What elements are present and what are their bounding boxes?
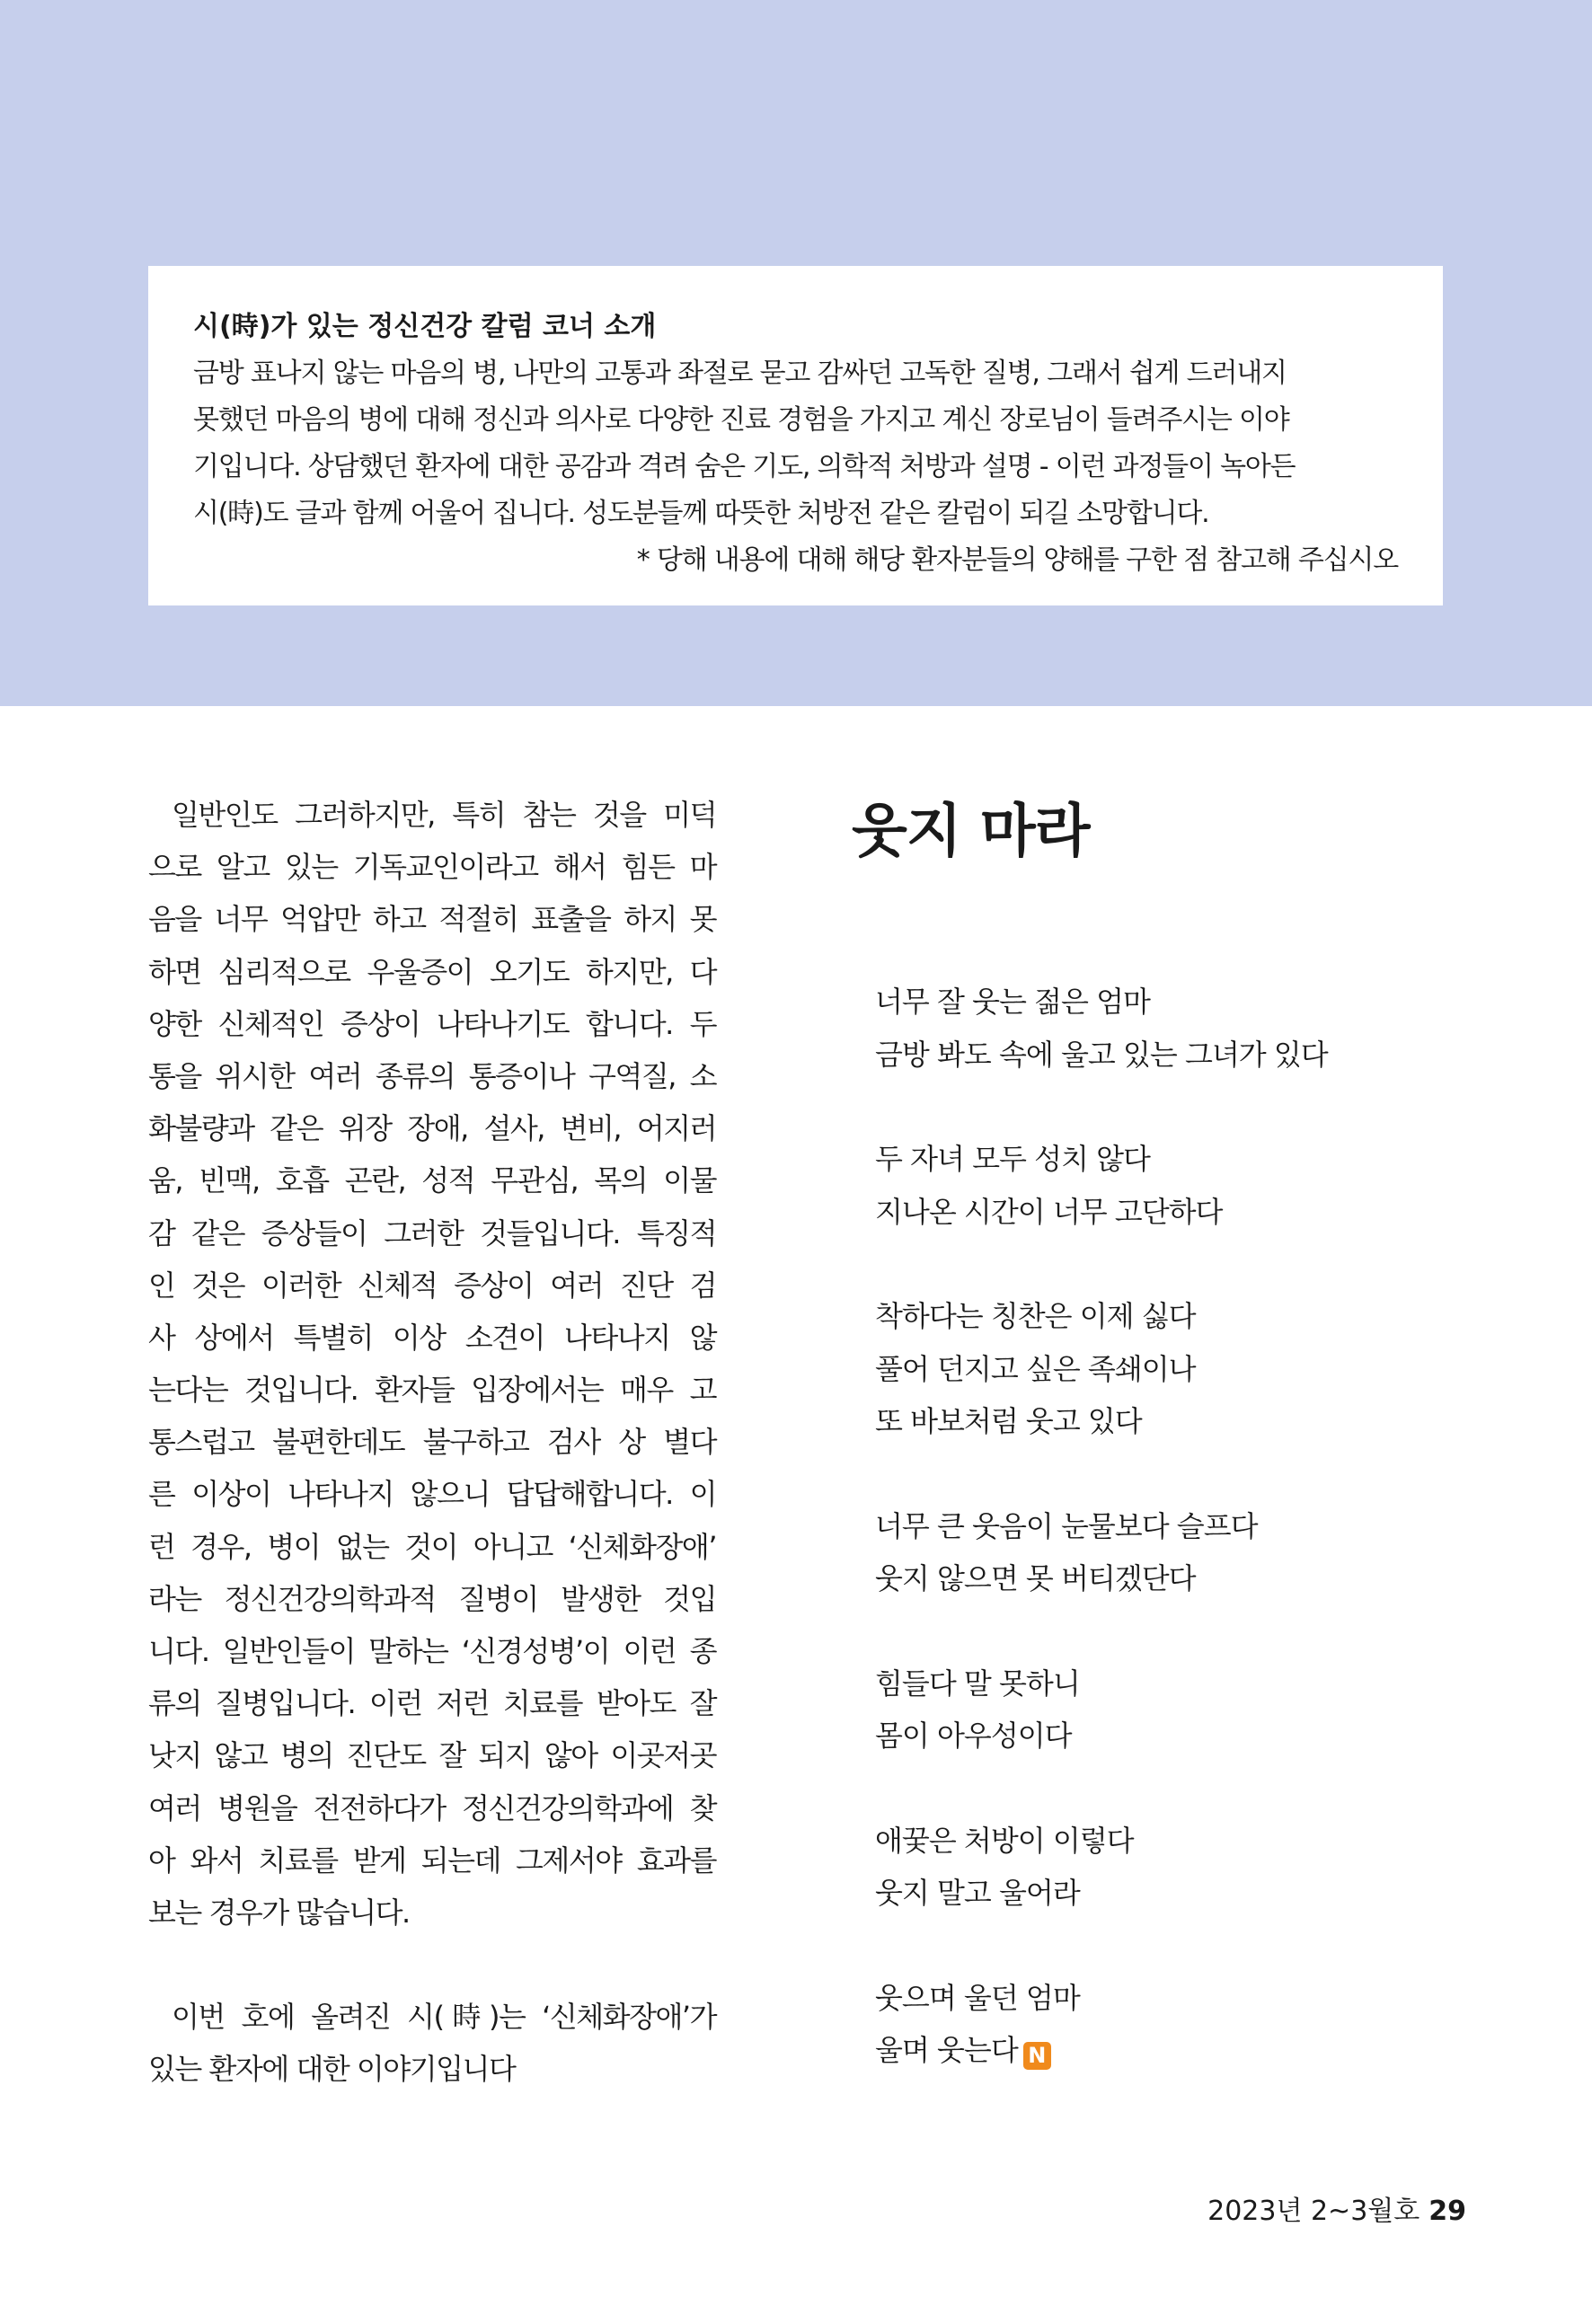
poem-line-text: 착하다는 칭찬은 이제 싫다 xyxy=(875,1299,1196,1333)
poem-line-text: 울며 웃는다 xyxy=(875,2033,1018,2067)
poem-line-text: 웃으며 울던 엄마 xyxy=(875,1980,1080,2015)
poem-line-text: 금방 봐도 속에 울고 있는 그녀가 있다 xyxy=(875,1037,1328,1072)
poem-line-text: 풀어 던지고 싶은 족쇄이나 xyxy=(875,1351,1196,1386)
poem-line-text: 웃지 말고 울어라 xyxy=(875,1876,1080,1910)
article-line: 사 상에서 특별히 이상 소견이 나타나지 않 xyxy=(148,1320,716,1355)
intro-line: 시(時)도 글과 함께 어울어 집니다. 성도분들께 따뜻한 처방전 같은 칼럼이 되길 소망합니다. xyxy=(193,498,1209,529)
poem-line-text: 웃지 않으면 못 버티겠단다 xyxy=(875,1561,1196,1595)
poem-line xyxy=(875,1657,1481,1710)
article-line: 움, 빈맥, 호흡 곤란, 성적 무관심, 목의 이물 xyxy=(148,1163,716,1198)
end-mark-icon: N xyxy=(1023,2042,1051,2070)
intro-line: 금방 표나지 않는 마음의 병, 나만의 고통과 좌절로 묻고 감싸던 고독한 질병, 그래서 쉽게 드러내지 xyxy=(193,358,1287,389)
poem-line xyxy=(875,1815,1481,1868)
poem-line xyxy=(875,1867,1481,1920)
article-line: 통스럽고 불편한데도 불구하고 검사 상 별다 xyxy=(148,1425,716,1460)
article-column xyxy=(148,789,716,2096)
poem-stanza xyxy=(875,1500,1481,1605)
article-line: 른 이상이 나타나지 않으니 답답해합니다. 이 xyxy=(148,1477,716,1512)
poem-line xyxy=(875,1133,1481,1186)
poem-line xyxy=(875,976,1481,1029)
article-line: 감 같은 증상들이 그러한 것들입니다. 특징적 xyxy=(148,1215,716,1250)
poem-line xyxy=(875,1710,1481,1763)
article-line: 있는 환자에 대한 이야기입니다 xyxy=(148,2052,516,2087)
issue-label: 2023년 2~3월호 xyxy=(1207,2196,1420,2227)
article-line: 통을 위시한 여러 종류의 통증이나 구역질, 소 xyxy=(148,1058,716,1093)
article-line: 양한 신체적인 증상이 나타나기도 합니다. 두 xyxy=(148,1006,716,1041)
article-line: 으로 알고 있는 기독교인이라고 해서 힘든 마 xyxy=(148,850,716,885)
poem-line-text: 몸이 아우성이다 xyxy=(875,1719,1072,1753)
article-line: 낫지 않고 병의 진단도 잘 되지 않아 이곳저곳 xyxy=(148,1738,716,1773)
paragraph-gap xyxy=(148,1939,716,1991)
article-line: 화불량과 같은 위장 장애, 설사, 변비, 어지러 xyxy=(148,1111,716,1146)
poem-stanza xyxy=(875,1972,1481,2077)
article-line: 라는 정신건강의학과적 질병이 발생한 것입 xyxy=(148,1581,716,1616)
article-line: 니다. 일반인들이 말하는 ‘신경성병’이 이런 종 xyxy=(148,1634,716,1668)
article-line: 아 와서 치료를 받게 되는데 그제서야 효과를 xyxy=(148,1842,716,1878)
poem-stanza xyxy=(875,1657,1481,1763)
poem-title: 웃지 마라 xyxy=(852,799,1090,865)
intro-line: 못했던 마음의 병에 대해 정신과 의사로 다양한 진료 경험을 가지고 계신 장로님이 들려주시는 이야 xyxy=(193,404,1289,436)
article-line: 류의 질병입니다. 이런 저런 치료를 받아도 잘 xyxy=(148,1686,716,1721)
poem-line xyxy=(875,1290,1481,1343)
article-line: 인 것은 이러한 신체적 증상이 여러 진단 검 xyxy=(148,1268,716,1303)
poem-stanza xyxy=(875,1290,1481,1448)
poem-stanza xyxy=(875,976,1481,1081)
poem-line xyxy=(875,1186,1481,1239)
poem-line-text: 또 바보처럼 웃고 있다 xyxy=(875,1404,1142,1438)
poem-line xyxy=(875,1552,1481,1605)
poem-line xyxy=(875,1343,1481,1396)
poem-body xyxy=(852,976,1481,2077)
article-line: 여러 병원을 전전하다가 정신건강의학과에 찾 xyxy=(148,1790,716,1825)
poem-line-text: 너무 잘 웃는 젊은 엄마 xyxy=(875,985,1150,1019)
poem-line xyxy=(875,1500,1481,1553)
page-number: 29 xyxy=(1428,2196,1466,2227)
poem-line xyxy=(875,2024,1481,2077)
poem-stanza xyxy=(875,1133,1481,1238)
poem-line-text: 너무 큰 웃음이 눈물보다 슬프다 xyxy=(875,1508,1258,1543)
article-line: 는다는 것입니다. 환자들 입장에서는 매우 고 xyxy=(148,1373,716,1408)
article-line: 일반인도 그러하지만, 특히 참는 것을 미덕 xyxy=(172,798,716,832)
poem-line-text: 힘들다 말 못하니 xyxy=(875,1666,1080,1701)
column-intro-box xyxy=(148,266,1443,605)
intro-line: 기입니다. 상담했던 환자에 대한 공감과 격려 숨은 기도, 의학적 처방과 설명 - 이런 과정들이 녹아든 xyxy=(193,451,1296,482)
poem-line xyxy=(875,1395,1481,1448)
poem-stanza xyxy=(875,1815,1481,1920)
article-line: 이번 호에 올려진 시(時)는 ‘신체화장애’가 xyxy=(172,2000,716,2035)
poem-line-text: 지나온 시간이 너무 고단하다 xyxy=(875,1194,1223,1229)
article-line: 보는 경우가 많습니다. xyxy=(148,1895,410,1930)
poem-line xyxy=(875,1029,1481,1082)
article-paragraph-2 xyxy=(148,1991,716,2095)
article-line: 하면 심리적으로 우울증이 오기도 하지만, 다 xyxy=(148,954,716,989)
poem-line-text: 두 자녀 모두 성치 않다 xyxy=(875,1142,1150,1176)
poem-column xyxy=(852,787,1481,2129)
article-paragraph-1 xyxy=(148,789,716,1939)
intro-note: * 당해 내용에 대해 해당 환자분들의 양해를 구한 점 참고해 주십시오 xyxy=(636,544,1398,576)
intro-title: 시(時)가 있는 정신건강 칼럼 코너 소개 xyxy=(193,311,657,342)
poem-line xyxy=(875,1972,1481,2025)
article-line: 런 경우, 병이 없는 것이 아니고 ‘신체화장애’ xyxy=(148,1529,716,1564)
page-footer xyxy=(1207,2194,1466,2230)
article-line: 음을 너무 억압만 하고 적절히 표출을 하지 못 xyxy=(148,902,716,937)
poem-line-text: 애꿎은 처방이 이렇다 xyxy=(875,1823,1134,1858)
